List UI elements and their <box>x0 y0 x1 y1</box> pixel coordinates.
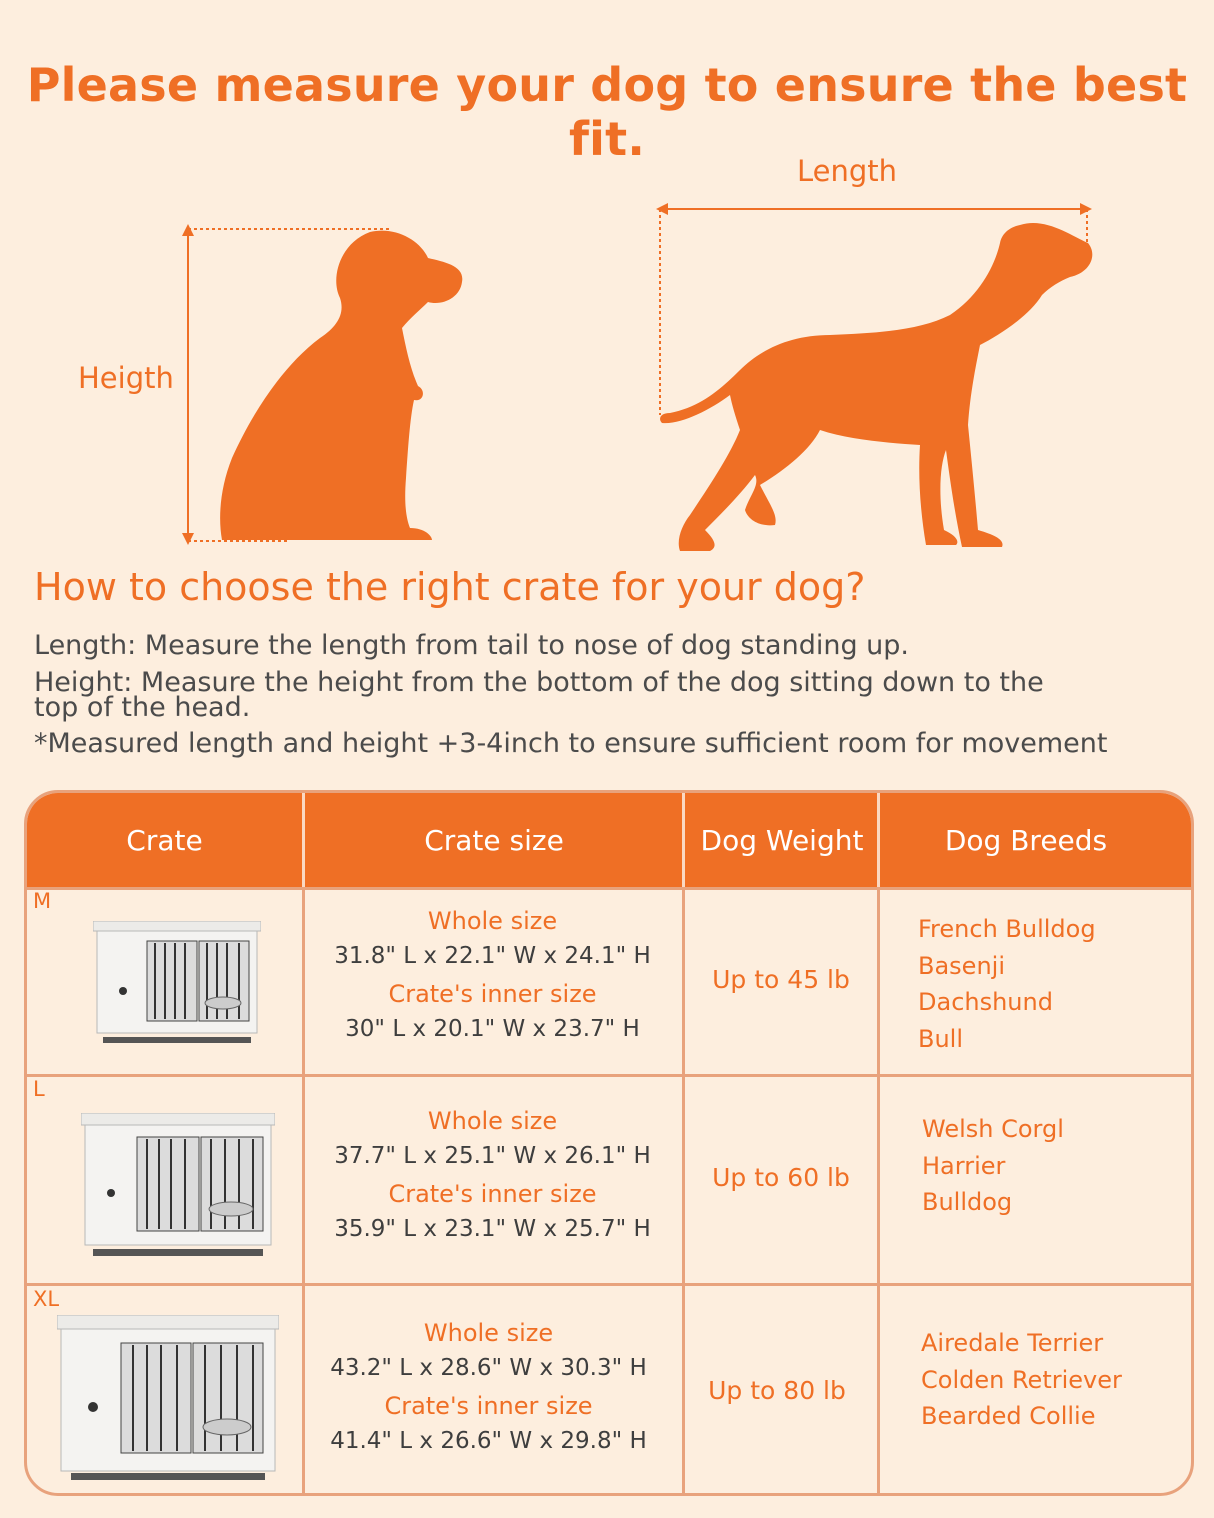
crate-size-cell <box>305 1107 680 1252</box>
breed-item: Bearded Collie <box>921 1402 1096 1430</box>
breed-item: Harrier <box>922 1151 1006 1180</box>
breed-list <box>918 911 1096 1057</box>
whole-size-label: Whole size <box>427 907 558 935</box>
header-dog-breeds: Dog Breeds <box>944 823 1108 857</box>
header-crate-size: Crate size <box>424 823 564 857</box>
breed-item: Welsh Corgl <box>922 1115 1064 1143</box>
dog-weight: Up to 45 lb <box>712 965 850 994</box>
inner-size-value: 35.9" L x 23.1" W x 25.7" H <box>334 1216 651 1242</box>
standing-dog-illustration <box>650 195 1110 565</box>
inner-size-label: Crate's inner size <box>388 1180 597 1208</box>
guide-line-height-cont: top of the head. <box>34 692 251 723</box>
breed-item: Bull <box>918 1024 964 1053</box>
crate-size-cell <box>301 1319 676 1464</box>
breed-item: Basenji <box>918 951 1005 980</box>
inner-size-label: Crate's inner size <box>388 980 597 1008</box>
breed-item: Dachshund <box>918 988 1053 1016</box>
crate-l-image <box>81 1113 275 1259</box>
breed-item: French Bulldog <box>918 915 1096 943</box>
size-tag: L <box>33 1077 45 1101</box>
whole-size-value: 31.8" L x 22.1" W x 24.1" H <box>334 943 651 969</box>
breed-item: Airedale Terrier <box>921 1329 1104 1357</box>
size-tag: M <box>33 889 52 913</box>
guide-line-note: *Measured length and height +3-4inch to ensure sufficient room for movement <box>34 728 1108 759</box>
header-dog-weight: Dog Weight <box>700 823 864 857</box>
height-label: Heigth <box>78 361 174 395</box>
whole-size-label: Whole size <box>423 1319 554 1347</box>
guide-line-height: Height: Measure the height from the bottom of the dog sitting down to the <box>34 667 1044 698</box>
whole-size-label: Whole size <box>427 1107 558 1135</box>
breed-item: Colden Retriever <box>921 1365 1122 1394</box>
breed-list <box>922 1111 1064 1221</box>
page-title: Please measure your dog to ensure the best fit. <box>26 58 1188 166</box>
inner-size-label: Crate's inner size <box>384 1392 593 1420</box>
crate-m-image <box>93 921 261 1047</box>
whole-size-value: 43.2" L x 28.6" W x 30.3" H <box>330 1355 647 1381</box>
breed-list <box>921 1325 1122 1435</box>
length-label: Length <box>797 154 898 188</box>
guide-line-length: Length: Measure the length from tail to nose of dog standing up. <box>34 630 909 661</box>
dog-weight: Up to 80 lb <box>708 1376 846 1405</box>
crate-xl-image <box>57 1315 279 1483</box>
inner-size-value: 41.4" L x 26.6" W x 29.8" H <box>330 1428 647 1454</box>
table-header <box>27 793 1191 887</box>
guide-heading: How to choose the right crate for your dog? <box>34 565 866 609</box>
whole-size-value: 37.7" L x 25.1" W x 26.1" H <box>334 1143 651 1169</box>
sitting-dog-illustration <box>170 218 470 548</box>
breed-item: Bulldog <box>922 1188 1013 1216</box>
inner-size-value: 30" L x 20.1" W x 23.7" H <box>345 1016 640 1042</box>
header-crate: Crate <box>126 823 203 857</box>
crate-size-table <box>24 790 1194 1496</box>
dog-weight: Up to 60 lb <box>712 1163 850 1192</box>
size-tag: XL <box>33 1287 60 1311</box>
crate-size-cell <box>305 907 680 1052</box>
